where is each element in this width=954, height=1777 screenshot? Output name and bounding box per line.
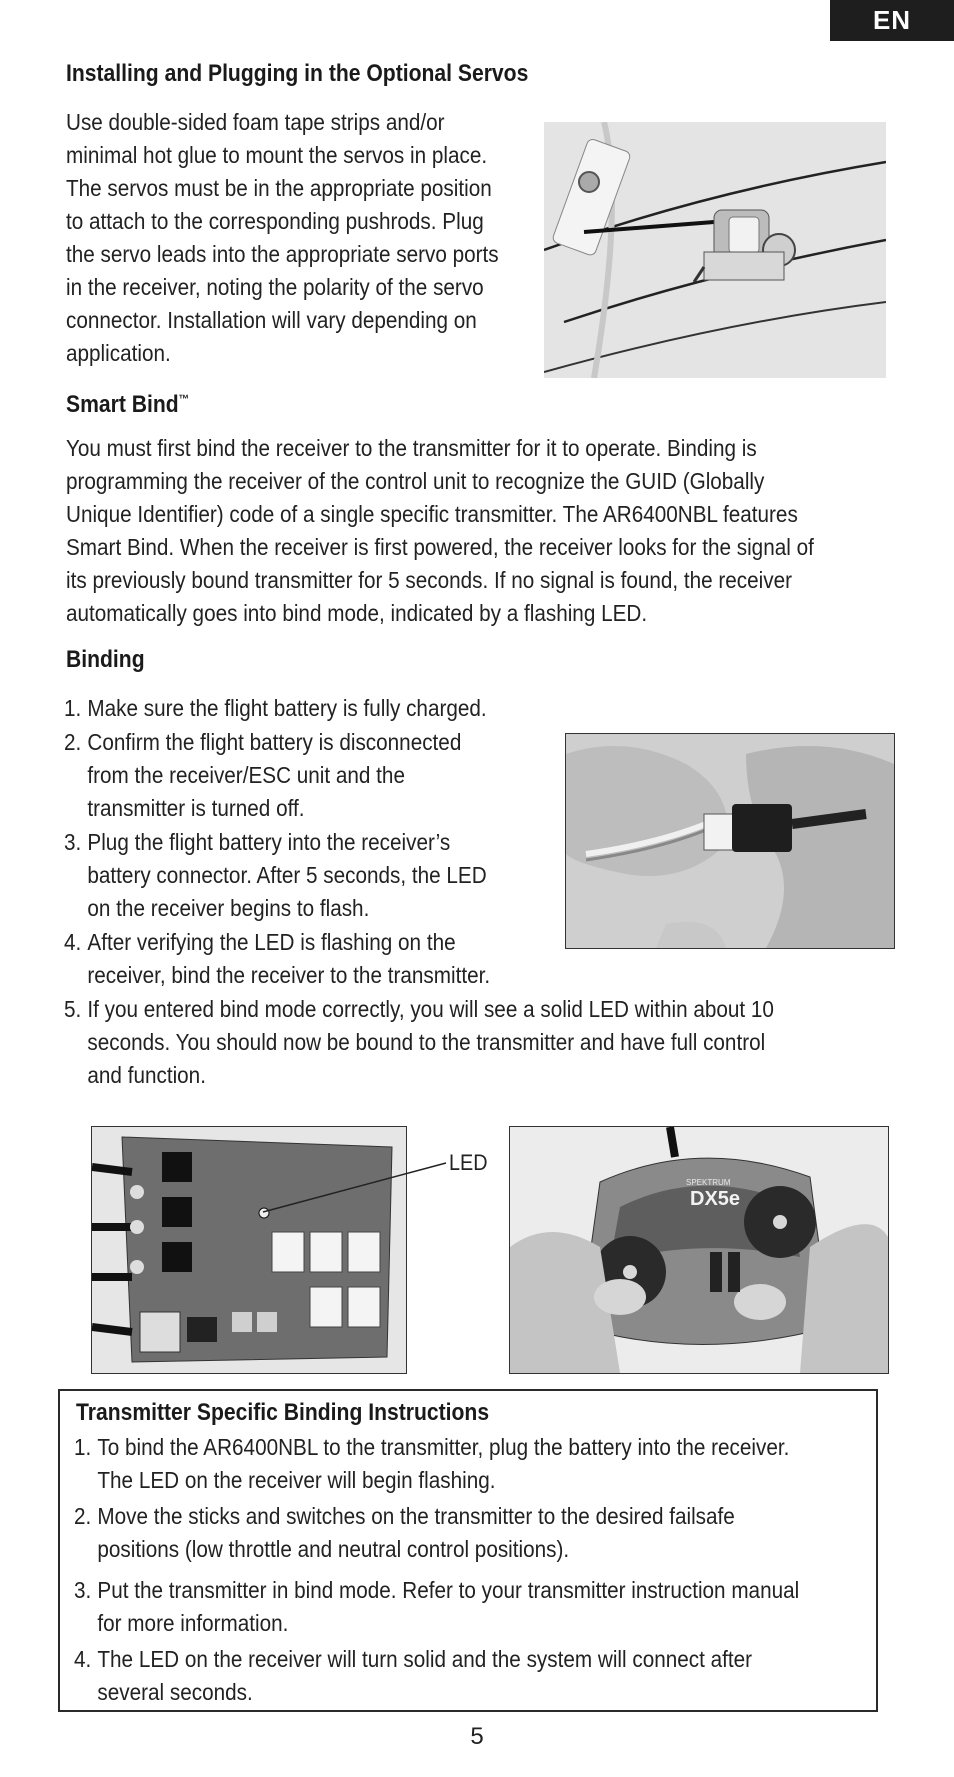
step-line: receiver, bind the receiver to the transmitter. bbox=[87, 962, 491, 988]
binding-heading: Binding bbox=[66, 646, 145, 673]
step-line: for more information. bbox=[97, 1610, 289, 1636]
transmitter-model-text: DX5e bbox=[690, 1188, 741, 1210]
step-line: transmitter is turned off. bbox=[87, 795, 305, 821]
step-number: 2. bbox=[64, 729, 82, 755]
step-line: seconds. You should now be bound to the transmitter and have full control bbox=[87, 1029, 766, 1055]
step-line: and function. bbox=[87, 1062, 206, 1088]
step-number: 1. bbox=[74, 1434, 92, 1460]
step-line: The LED on the receiver will begin flashing. bbox=[97, 1467, 496, 1493]
text-line: Unique Identifier) code of a single specific transmitter. The AR6400NBL features bbox=[66, 501, 798, 527]
smart-bind-heading bbox=[66, 384, 189, 420]
step-number: 4. bbox=[74, 1646, 92, 1672]
step-line: Move the sticks and switches on the transmitter to the desired failsafe bbox=[97, 1503, 735, 1529]
servos-heading: Installing and Plugging in the Optional Servos bbox=[66, 60, 529, 87]
step-line: positions (low throttle and neutral control positions). bbox=[97, 1536, 570, 1562]
text-line: to attach to the corresponding pushrods. Plug bbox=[66, 208, 484, 234]
servo-installation-photo bbox=[544, 122, 886, 378]
smart-bind-paragraph bbox=[66, 432, 858, 630]
text-line: You must first bind the receiver to the transmitter for it to operate. Binding is bbox=[66, 435, 757, 461]
step-line: Confirm the flight battery is disconnected bbox=[87, 729, 462, 755]
text-line: Use double-sided foam tape strips and/or bbox=[66, 109, 445, 135]
led-callout-label: LED bbox=[449, 1150, 488, 1175]
step-number: 1. bbox=[64, 695, 82, 721]
text-line: programming the receiver of the control unit to recognize the GUID (Globally bbox=[66, 468, 765, 494]
receiver-board-photo bbox=[91, 1126, 407, 1374]
step-line: The LED on the receiver will turn solid and the system will connect after bbox=[97, 1646, 753, 1672]
servos-paragraph bbox=[66, 106, 507, 370]
transmitter-step bbox=[74, 1500, 875, 1566]
step-line: from the receiver/ESC unit and the bbox=[87, 762, 405, 788]
text-line: application. bbox=[66, 340, 171, 366]
text-line: minimal hot glue to mount the servos in place. bbox=[66, 142, 488, 168]
step-line: Make sure the flight battery is fully charged. bbox=[87, 695, 487, 721]
step-line: on the receiver begins to flash. bbox=[87, 895, 370, 921]
transmitter-photo bbox=[509, 1126, 889, 1374]
step-line: several seconds. bbox=[97, 1679, 253, 1705]
transmitter-step bbox=[74, 1643, 875, 1709]
step-number: 3. bbox=[64, 829, 82, 855]
text-line: Smart Bind. When the receiver is first powered, the receiver looks for the signal of bbox=[66, 534, 814, 560]
page-number: 5 bbox=[470, 1723, 484, 1750]
text-line: the servo leads into the appropriate servo ports bbox=[66, 241, 499, 267]
battery-connector-photo bbox=[565, 733, 895, 949]
binding-step bbox=[64, 692, 874, 725]
language-tab: EN bbox=[830, 0, 954, 41]
text-line: automatically goes into bind mode, indicated by a flashing LED. bbox=[66, 600, 648, 626]
step-line: Put the transmitter in bind mode. Refer to your transmitter instruction manual bbox=[97, 1577, 800, 1603]
step-line: After verifying the LED is flashing on the bbox=[87, 929, 456, 955]
transmitter-step bbox=[74, 1431, 875, 1497]
step-number: 5. bbox=[64, 996, 82, 1022]
text-line: in the receiver, noting the polarity of the servo bbox=[66, 274, 484, 300]
smart-bind-title: Smart Bind bbox=[66, 391, 179, 418]
step-number: 4. bbox=[64, 929, 82, 955]
step-number: 3. bbox=[74, 1577, 92, 1603]
text-line: The servos must be in the appropriate position bbox=[66, 175, 492, 201]
step-line: battery connector. After 5 seconds, the LED bbox=[87, 862, 487, 888]
text-line: its previously bound transmitter for 5 seconds. If no signal is found, the receiver bbox=[66, 567, 793, 593]
step-line: If you entered bind mode correctly, you will see a solid LED within about 10 bbox=[87, 996, 774, 1022]
transmitter-brand-text: SPEKTRUM bbox=[686, 1178, 731, 1187]
step-number: 2. bbox=[74, 1503, 92, 1529]
step-line: Plug the flight battery into the receiver’s bbox=[87, 829, 451, 855]
transmitter-binding-steps bbox=[74, 1431, 875, 1710]
transmitter-binding-title: Transmitter Specific Binding Instructions bbox=[76, 1399, 490, 1426]
transmitter-step bbox=[74, 1574, 875, 1640]
binding-step bbox=[64, 993, 874, 1092]
step-line: To bind the AR6400NBL to the transmitter, plug the battery into the receiver. bbox=[97, 1434, 790, 1460]
text-line: connector. Installation will vary depending on bbox=[66, 307, 477, 333]
trademark-symbol: ™ bbox=[178, 392, 190, 406]
